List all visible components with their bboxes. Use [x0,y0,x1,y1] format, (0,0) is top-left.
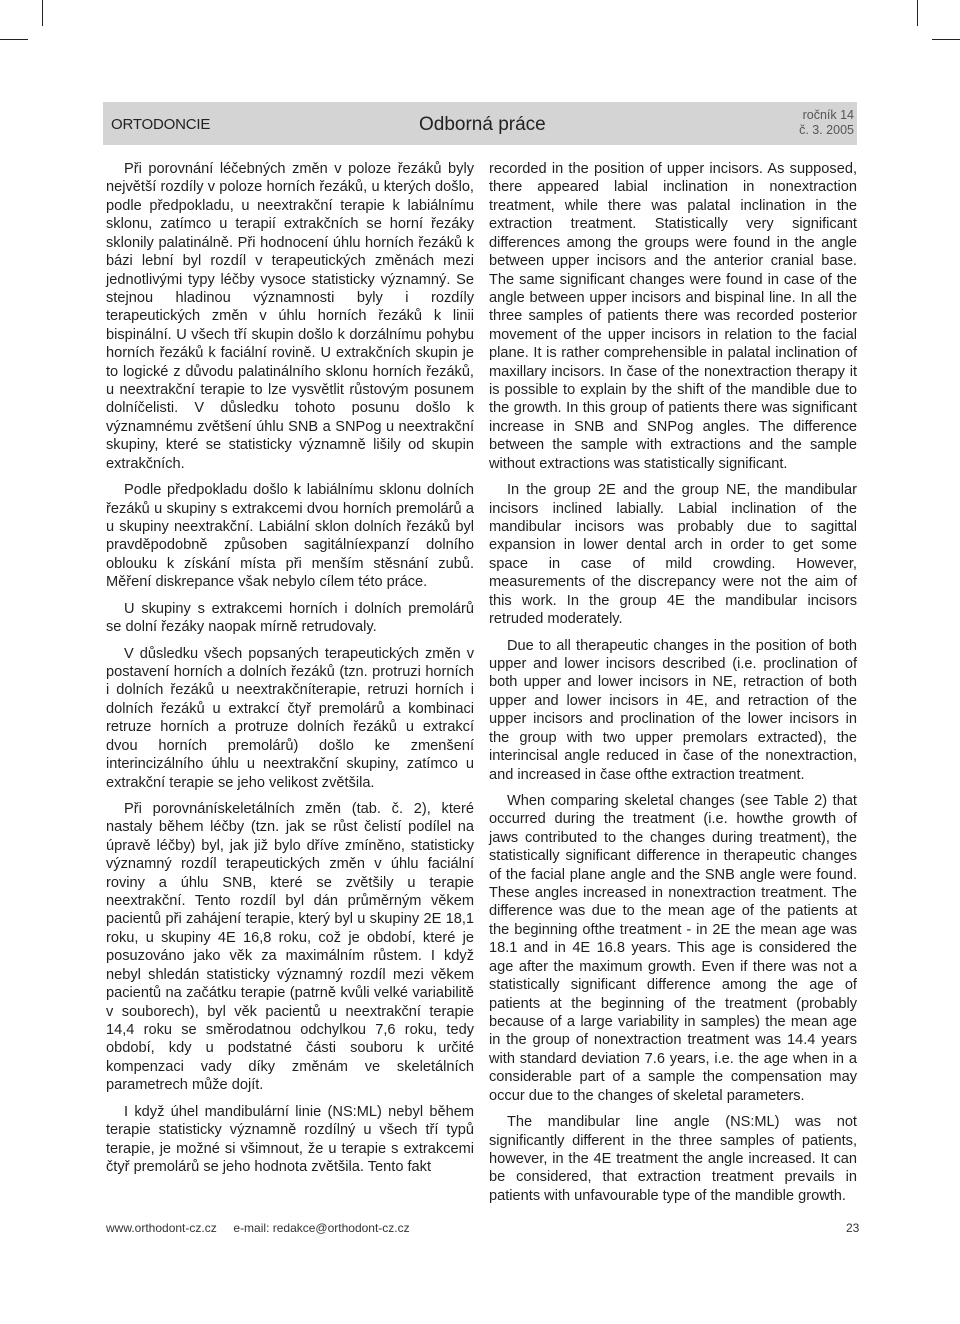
volume-label: ročník 14 [802,108,854,122]
left-paragraph-3: U skupiny s extrakcemi horních i dolních premolárů se dolní řezáky naopak mírně retrudovaly. [106,600,474,636]
left-paragraph-2: Podle předpokladu došlo k labiálnímu sklonu dolních řezáků u skupiny s extrakcemi dvou horních premolárů a u skupiny neextrakční. Labiální sklon dolních řezáků byl pravděpodobně způsoben sagitálníexpanzí dolního oblouku k získání místa při menším stěsnání zubů. Měření diskrepance však nebylo cílem této práce. [106,482,474,591]
left-paragraph-5: Při porovnánískeletálních změn (tab. č. 2), které nastaly během léčby (tzn. jak se růst čelistí podílel na úpravě léčby) byl, jak již bylo dříve zmíněno, statisticky významný rozdíl terapeutických změn v úhlu faciální roviny a úhlu SNB, které se zvětšily u terapie neextrakční. Tento rozdíl byl dán průměrným věkem pacientů při zahájení terapie, který byl u skupiny 2E 18,1 roku, u skupiny 4E 16,8 roku, což je období, které je posuzováno jako věk za maximálním růstem. I když nebyl shledán statisticky významný rozdíl mezi věkem pacientů na začátku terapie (patrně kvůli velké variabilitě v souborech), byl věk pacientů u neextrakční terapie 14,4 roku se směrodatnou odchylkou 7,6 roku, tedy období, kdy u podstatné části souboru k určité kompenzaci vady díky změnám ve skeletálních parametrech může dojít. [106,800,474,1094]
left-text-column [106,160,474,1184]
right-paragraph-4: When comparing skeletal changes (see Table 2) that occurred during the treatment (i.e. howthe growth of jaws contributed to the changes during treatment), the statistically significant difference in therapeutic changes of the facial plane angle and the SNB angle were found. These angles increased in nonextraction treatment. The difference was due to the mean age of the patients at the beginning ofthe treatment - in 2E the mean age was 18.1 and in 4E 16.8 years. This age is considered the age after the maximum growth. Even if there was not a statistically significant difference among the age of patients at the beginning of the treatment (probably because of a large variability in samples) the mean age in the group of nonextraction treatment was 14.4 years with standard deviation 7.6 years, i.e. the age when in a considerable part of a sample the compensation may occur due to the changes of skeletal parameters. [489,792,857,1104]
crop-mark-top-right [932,39,960,40]
left-paragraph-6: I když úhel mandibulární linie (NS:ML) nebyl během terapie statisticky významně rozdílný u všech tří typů terapie, je možné si všimnout, že u terapie s extrakcemi čtyř premolárů se jeho hodnota zvětšila. Tento fakt [106,1103,474,1175]
crop-mark-top-right-vertical [917,0,918,26]
issue-info [799,108,854,138]
left-paragraph-1: Při porovnání léčebných změn v poloze řezáků byly největší rozdíly v poloze horních řezáků, u kterých došlo, podle předpokladu, u neextrakční terapie k labiálnímu sklonu, zatímco u terapií extrakčních se horní řezáky sklonily palatinálně. Při hodnocení úhlu horních řezáků k bázi lební byl rozdíl v terapeutických změnách mezi jednotlivými typy léčby vysoce statisticky významný. Se stejnou hladinou významnosti byly i rozdíly terapeutických změn v úhlu horních řezáků k linii bispinální. U všech tří skupin došlo k dorzálnímu pohybu horních řezáků k faciální rovině. U extrakčních skupin je to logické z důvodu palatinálního sklonu horních řezáků, u neextrakční terapie to lze vysvětlit růstovým posunem dolníčelisti. V důsledku tohoto posunu došlo k významnému zvětšení úhlu SNB a SNPog u neextrakční skupiny, které se statisticky významně lišily od skupin extrakčních. [106,161,474,472]
issue-label: č. 3. 2005 [799,123,854,137]
right-paragraph-2: In the group 2E and the group NE, the mandibular incisors inclined labially. Labial inclination of the mandibular incisors was probably due to sagittal expansion in lower dental arch in order to get some space in case of mild crowding. However, measurements of the discrepancy were not the aim of this work. In the group 4E the mandibular incisors retruded moderately. [489,482,857,628]
website-link[interactable]: www.orthodont-cz.cz [106,1221,217,1235]
left-paragraph-4: V důsledku všech popsaných terapeutických změn v postavení horních a dolních řezáků (tzn. protruzi horních i dolních řezáků u neextrakčníterapie, retruzi horních i dolních řezáků u extrakcí čtyř premolárů a kombinaci retruze horních a protruze dolních řezáků u extrakcí dvou horních premolárů) došlo ke zmenšení interincizálního úhlu u neextrakční skupiny, zatímco u extrakční terapie se jeho velikost zvětšila. [106,645,474,791]
right-paragraph-3: Due to all therapeutic changes in the position of both upper and lower incisors described (i.e. proclination of both upper and lower incisors in NE, retraction of both upper and lower incisors in 4E, and retraction of the upper incisors and proclination of the lower incisors in the group with two upper premolars extracted), the interincisal angle reduced in čase of the nonextraction, and increased in čase ofthe extraction treatment. [489,637,857,783]
section-label: ORTODONCIE [111,116,211,133]
page-number: 23 [846,1221,860,1235]
right-paragraph-1: recorded in the position of upper incisors. As supposed, there appeared labial inclination in nonextraction treatment, while there was palatal inclination in the extraction treatment. Statistically very significant differences among the groups were found in the angle between upper incisors and the anterior cranial base. The same significant changes were found in case of the angle between upper incisors and bispinal line. In all the three samples of patients there was recorded posterior movement of the upper incisors in relation to the facial plane. It is rather comprehensible in palatal inclination of maxillary incisors. In čase of the nonextraction therapy it is possible to explain by the shift of the mandible due to the growth. In this group of patients there was significant increase in SNB and SNPog angles. The difference between the sample with extractions and the sample without extractions was statistically significant. [489,161,857,472]
email-link[interactable]: e-mail: redakce@orthodont-cz.cz [233,1221,410,1235]
journal-header-bar [103,102,857,145]
footer-contact [106,1221,410,1235]
category-label: Odborná práce [419,114,546,135]
crop-mark-top-left-vertical [42,0,43,26]
crop-mark-top-left [0,39,28,40]
right-paragraph-5: The mandibular line angle (NS:ML) was not significantly different in the three samples of patients, however, in the 4E treatment the angle increased. It can be considered, that extraction treatment prevails in patients with unfavourable type of the mandible growth. [489,1114,857,1204]
right-text-column [489,160,857,1213]
